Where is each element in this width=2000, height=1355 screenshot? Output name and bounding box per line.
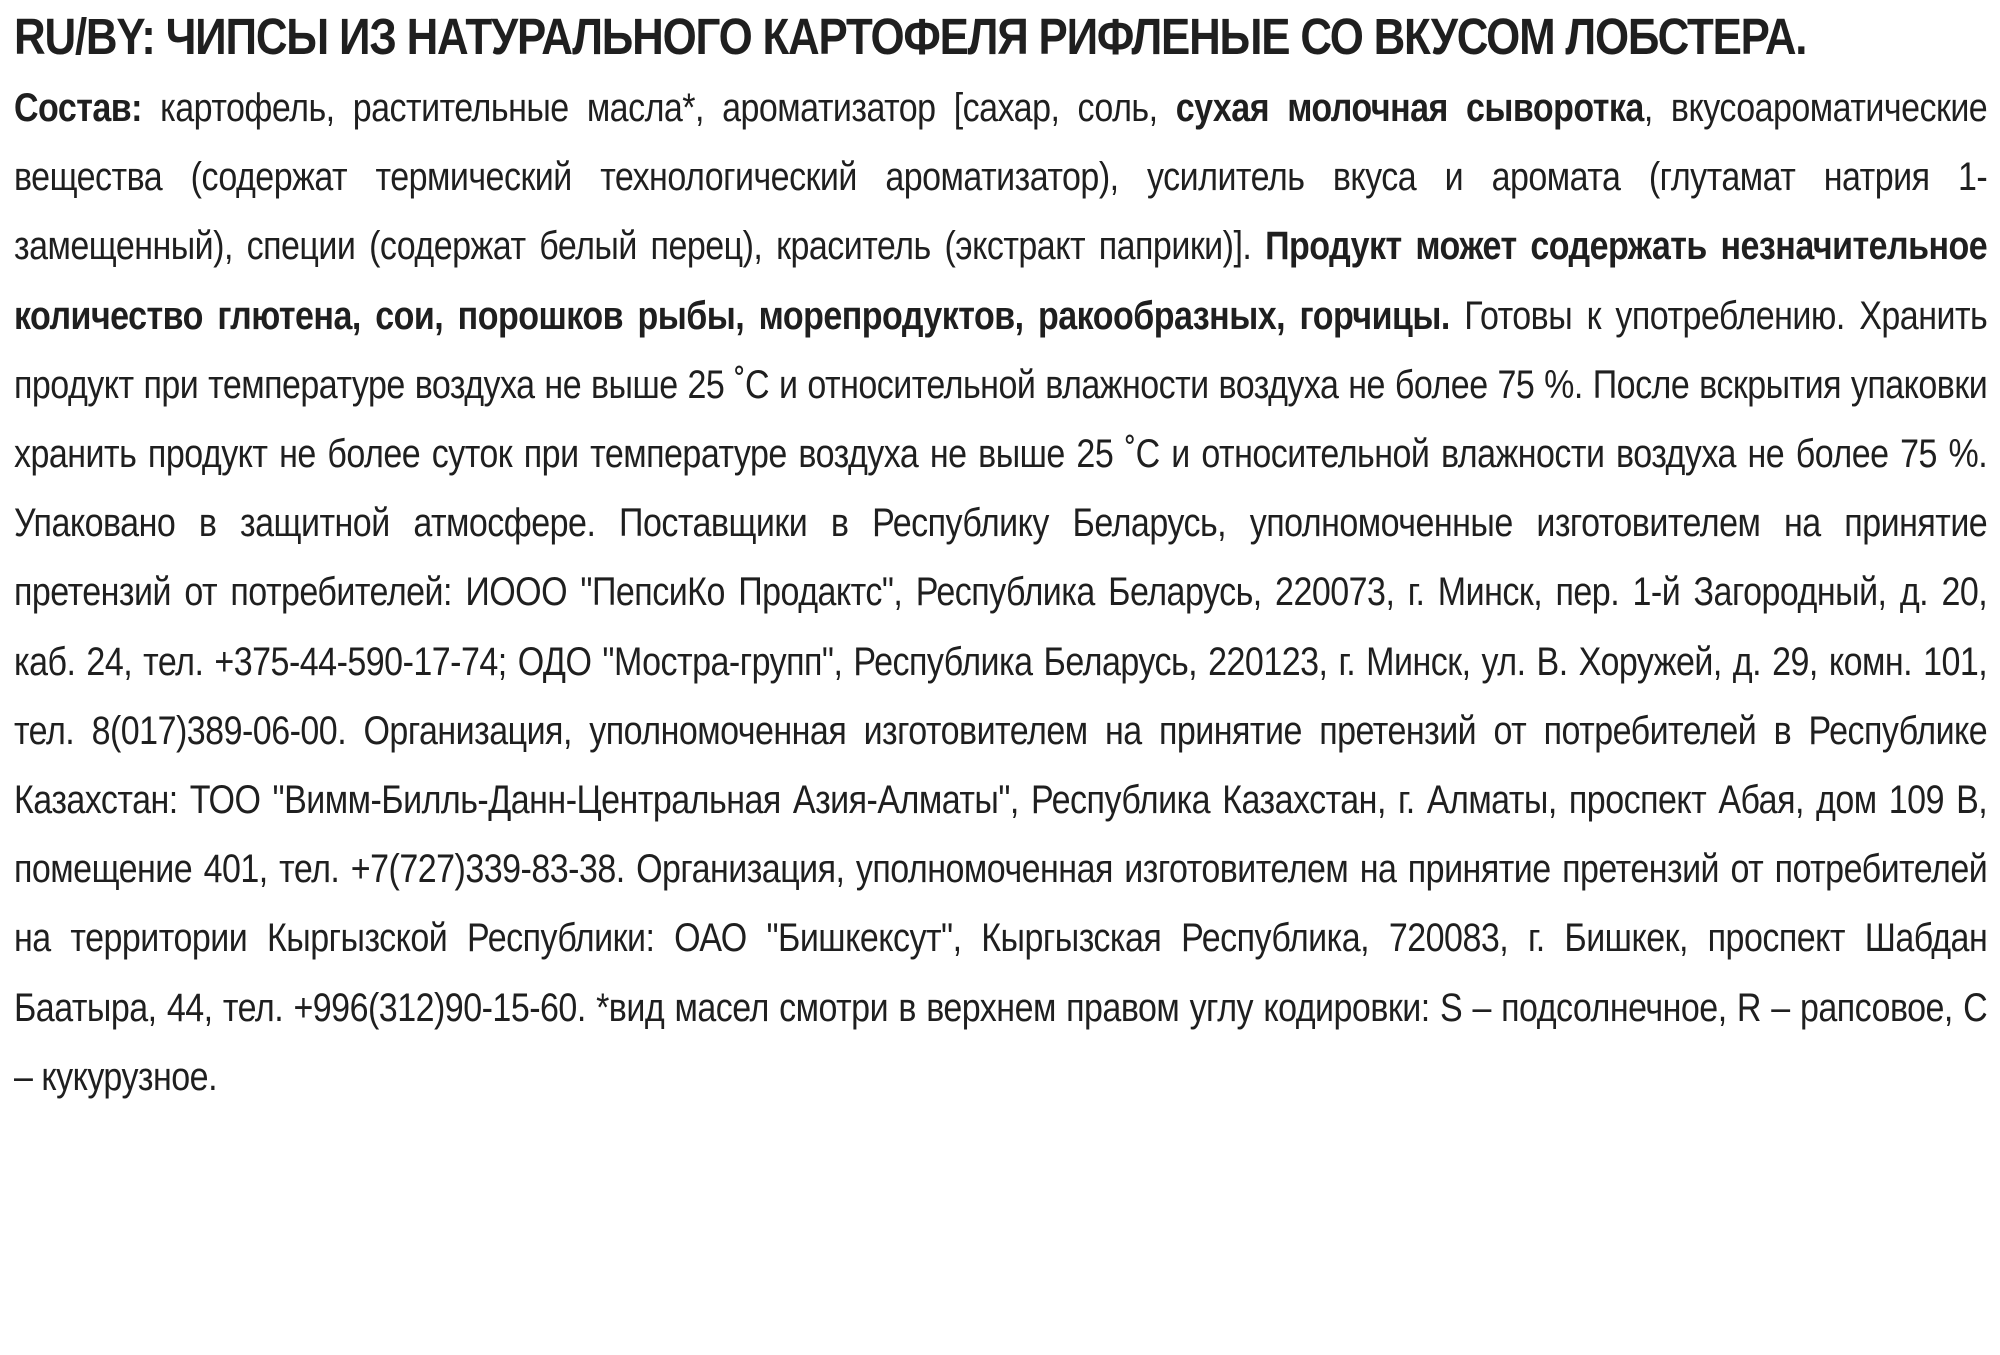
composition-text-2: , вкусоароматические вещества (содержат термический технологический ароматизатор), усилитель вкуса и аромата (глутамат натрия 1-замещенный), специи (содержат белый перец), краситель (экстракт паприки)]. (14, 86, 1988, 269)
composition-text-1: картофель, растительные масла*, ароматизатор [сахар, соль, (142, 86, 1176, 130)
composition-allergen: сухая молочная сыворотка (1175, 86, 1644, 130)
product-title: RU/BY: ЧИПСЫ ИЗ НАТУРАЛЬНОГО КАРТОФЕЛЯ РИФЛЕНЫЕ СО ВКУСОМ ЛОБСТЕРА. (14, 8, 1807, 65)
composition-heading: Состав: (14, 86, 143, 130)
label-body (14, 74, 1987, 1112)
allergen-warning: Продукт может содержать незначительное количество глютена, сои, порошков рыбы, морепродуктов, ракообразных, горчицы. (14, 224, 1988, 338)
product-label (14, 0, 1988, 1112)
storage-and-supplier-text: Готовы к употреблению. Хранить продукт при температуре воздуха не выше 25 ˚С и относительной влажности воздуха не более 75 %. После вскрытия упаковки хранить продукт не более суток при температуре воздуха не выше 25 ˚С и относительной влажности воздуха не более 75 %. Упаковано в защитной атмосфере. Поставщики в Республику Беларусь, уполномоченные изготовителем на принятие претензий от потребителей: ИООО "ПепсиКо Продактс", Республика Беларусь, 220073, г. Минск, пер. 1-й Загородный, д. 20, каб. 24, тел. +375-44-590-17-74; ОДО "Мостра-групп", Республика Беларусь, 220123, г. Минск, ул. В. Хоружей, д. 29, комн. 101, тел. 8(017)389-06-00. Организация, уполномоченная изготовителем на принятие претензий от потребителей в Республике Казахстан: ТОО "Вимм-Билль-Данн-Центральная Азия-Алматы", Республика Казахстан, г. Алматы, проспект Абая, дом 109 В, помещение 401, тел. +7(727)339-83-38. Организация, уполномоченная изготовителем на принятие претензий от потребителей на территории Кыргызской Республики: ОАО "Бишкексут", Кыргызская Республика, 720083, г. Бишкек, проспект Шабдан Баатыра, 44, тел. +996(312)90-15-60. *вид масел смотри в верхнем правом углу кодировки: S – подсолнечное, R – рапсовое, C – кукурузное. (14, 293, 1988, 1099)
